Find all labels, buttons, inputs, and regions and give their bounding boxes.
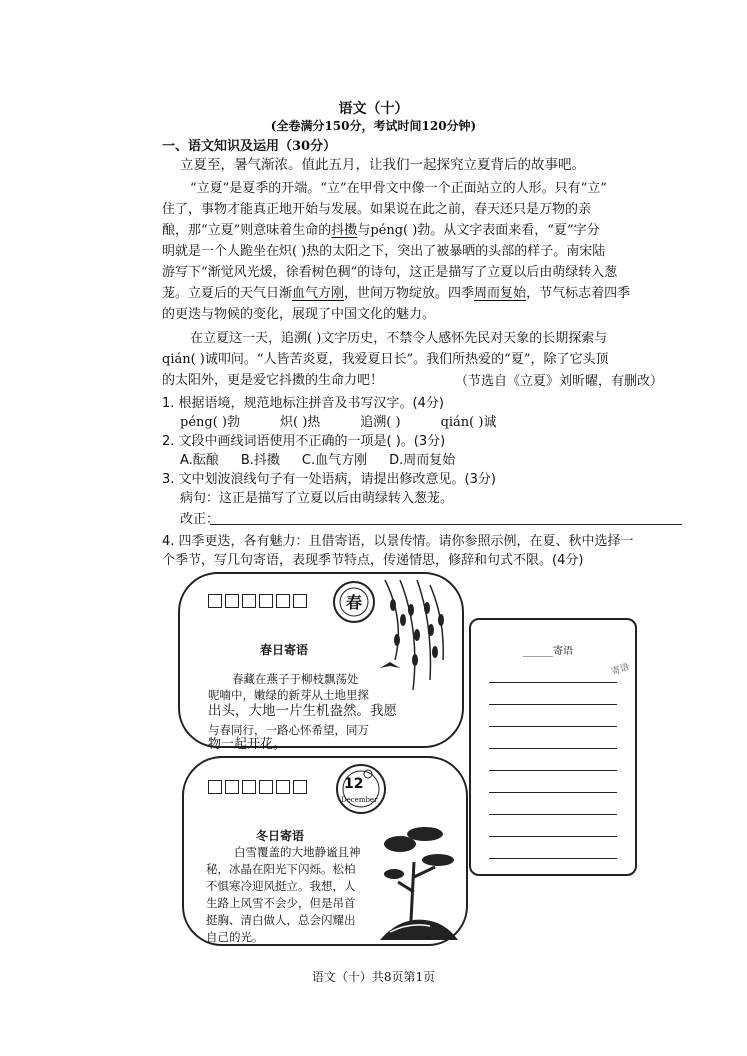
- q1-item[interactable]: 追溯( ): [360, 415, 401, 430]
- question-2-options: [180, 453, 455, 469]
- answer-line[interactable]: [489, 836, 617, 837]
- answer-line[interactable]: [489, 770, 617, 771]
- correction-answer-line[interactable]: [210, 524, 682, 525]
- q1-item[interactable]: qián( )诚: [440, 415, 497, 430]
- page-title: 语文（十）: [338, 101, 409, 117]
- blank-postcard: [469, 618, 637, 876]
- answer-line[interactable]: [489, 858, 617, 859]
- passage-line: 的更迭与物候的变化，展现了中国文化的魅力。: [162, 307, 436, 322]
- winter-postcard: [182, 756, 468, 946]
- spring-card-text: 春藏在燕子于柳枝飘荡处: [232, 672, 359, 686]
- answer-line[interactable]: [489, 682, 617, 683]
- page-footer: 语文（十）共8页第1页: [311, 970, 436, 984]
- answer-line[interactable]: [489, 748, 617, 749]
- spring-card-text: 呢喃中，嫩绿的新芽从土地里探: [208, 688, 369, 702]
- winter-stamp-number: 12: [344, 776, 364, 792]
- underlined-word: 血气方刚: [292, 286, 345, 301]
- passage-line: qián( )诚叩问。“人皆苦炎夏，我爱夏日长”。我们所热爱的“夏”，除了它头顶: [162, 352, 609, 367]
- q1-item[interactable]: péng( )勃: [180, 415, 240, 430]
- option-a[interactable]: A.酝酿: [180, 453, 219, 468]
- spring-postcard: [178, 572, 464, 752]
- passage-line: “立夏”是夏季的开端。“立”在甲骨文中像一个正面站立的人形。只有“立”: [190, 181, 607, 196]
- intro-text: 立夏至，暑气渐浓。值此五月，让我们一起探究立夏背后的故事吧。: [180, 157, 585, 173]
- postcode-boxes: [208, 594, 307, 608]
- question-1: 1. 根据语境，规范地标注拼音及书写汉字。(4分): [162, 396, 444, 411]
- sick-sentence: 病句：这正是描写了立夏以后由萌绿转入葱茏。: [180, 491, 454, 506]
- blank-card-stamp: 寄语: [610, 662, 631, 678]
- passage-line: 酿，那“立夏”则意味着生命的抖擞与péng( )勃。从文字表面来看，“夏”字分: [162, 223, 600, 238]
- winter-card-text: 白雪覆盖的大地静谧且神 秘，冰晶在阳光下闪烁。松柏 不惧寒冷迎风挺立。我想，人 生路上风雪不会少，但是吊首 挺胸、清白做人，总会闪耀出 自己的光。: [206, 845, 361, 944]
- spring-stamp-label: 春: [346, 593, 363, 612]
- spring-card-title: 春日寄语: [260, 643, 309, 657]
- source-note: （节选自《立夏》刘昕曜，有删改）: [455, 374, 664, 389]
- section-heading: 一、语文知识及运用（30分）: [162, 139, 337, 154]
- q1-item[interactable]: 炽( )热: [280, 415, 321, 430]
- spring-card-text: 出头，大地一片生机盎然。我愿: [208, 703, 397, 719]
- underlined-word: 抖擞: [331, 223, 358, 238]
- correction-label: 改正：: [180, 512, 220, 527]
- spring-card-text: 物一起开花。: [208, 737, 287, 752]
- answer-line[interactable]: [489, 792, 617, 793]
- option-b[interactable]: B.抖擞: [240, 453, 280, 468]
- question-4-line1: 4. 四季更迭，各有魅力：且借寄语，以景传情。请你参照示例，在夏、秋中选择一: [162, 534, 634, 549]
- winter-stamp-month: December: [341, 796, 378, 804]
- passage-line: 在立夏这一天，追溯( )文字历史，不禁令人感怀先民对天象的长期探索与: [190, 331, 608, 346]
- question-4-line2: 个季节，写几句寄语，表现季节特点，传递情思，修辞和句式不限。(4分): [162, 553, 584, 568]
- question-1-items: [180, 415, 496, 431]
- underlined-word: 周而复始: [474, 286, 527, 301]
- passage-line: 的太阳外，更是爱它抖擞的生命力吧！: [162, 373, 384, 388]
- answer-line[interactable]: [489, 814, 617, 815]
- question-2: 2. 文段中画线词语使用不正确的一项是( )。(3分): [162, 434, 446, 449]
- passage-line: 明就是一个人跪坐在炽( )热的太阳之下，突出了被暴晒的头部的样子。南宋陆: [162, 244, 606, 259]
- spring-card-text: 与春同行，一路心怀希望，同万: [208, 723, 369, 737]
- answer-line[interactable]: [489, 704, 617, 705]
- pine-tree-icon: [380, 822, 460, 940]
- passage-line: 住了，事物才能真正地开始与发展。如果说在此之前，春天还只是万物的亲: [162, 202, 592, 217]
- postcode-boxes: [208, 780, 307, 794]
- passage-line: 游写下“渐觉风光煖，徐看树色稠”的诗句，这正是描写了立夏以后由萌绿转入葱: [162, 265, 618, 280]
- page-subtitle: (全卷满分150分，考试时间120分钟): [270, 119, 477, 133]
- winter-card-title: 冬日寄语: [256, 829, 305, 843]
- blank-card-title: ______寄语: [523, 646, 573, 657]
- option-d[interactable]: D.周而复始: [389, 453, 456, 468]
- passage-line: 茏。立夏后的天气日渐血气方刚，世间万物绽放。四季周而复始，节气标志着四季: [162, 286, 631, 301]
- answer-line[interactable]: [489, 726, 617, 727]
- option-c[interactable]: C.血气方刚: [301, 453, 368, 468]
- question-3: 3. 文中划波浪线句子有一处语病，请提出修改意见。(3分): [162, 472, 496, 487]
